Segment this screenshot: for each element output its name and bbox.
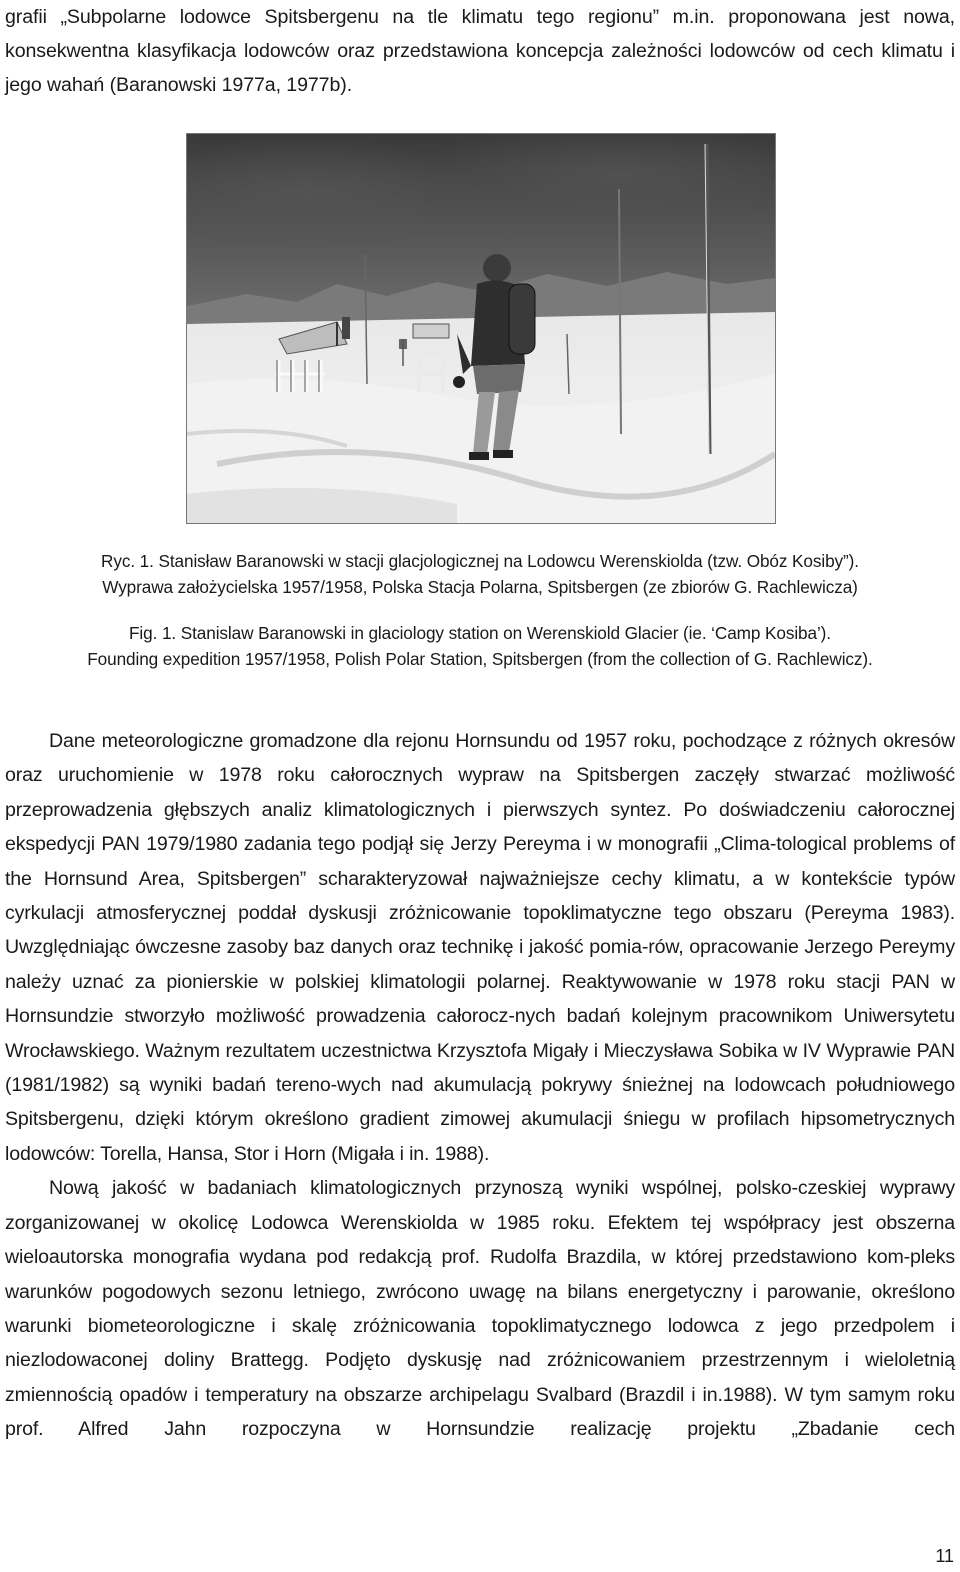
figure-caption-pl	[10, 548, 950, 600]
intro-paragraph: grafii „Subpolarne lodowce Spitsbergenu na tle klimatu tego regionu” m.in. proponowana jest nowa, konsekwentna klasyfikacja lodowców oraz przedstawiona koncepcja zależności lodowców od cech klimatu i jego wahań (Baranowski 1977a, 1977b).	[5, 6, 955, 96]
photo-illustration	[187, 134, 775, 523]
paragraph-1: Dane meteorologiczne gromadzone dla rejonu Hornsundu od 1957 roku, pochodzące z różnych okresów oraz uruchomienie w 1978 roku całorocznych wypraw na Spitsbergen zaczęły stwarzać możliwość przeprowadzenia głębszych analiz klimatologicznych i pierwszych syntez. Po doświadczeniu całorocznej ekspedycji PAN 1979/1980 zadania tego podjął się Jerzy Pereyma i w monografii „Clima-tological problems of the Hornsund Area, Spitsbergen” scharakteryzował najważniejsze cechy klimatu, a w kontekście typów cyrkulacji atmosferycznej poddał dyskusji zróżnicowanie topoklimatyczne tego obszaru (Pereyma 1983). Uwzględniając ówczesne zasoby baz danych oraz technikę i jakość pomia-rów, opracowanie Jerzego Pereymy należy uznać za pionierskie w polskiej klimatologii polarnej. Reaktywowanie w 1978 roku stacji PAN w Hornsundzie stworzyło możliwość prowadzenia całorocz-nych badań kolejnym pracownikom Uniwersytetu Wrocławskiego. Ważnym rezultatem uczestnictwa Krzysztofa Migały i Mieczysława Sobika w IV Wyprawie PAN (1981/1982) są wyniki badań tereno-wych nad akumulacją pokrywy śnieżnej na lodowcach południowego Spitsbergenu, dzięki którym określono gradient zimowej akumulacji śniegu w profilach hipsometrycznych lodowców: Torella, Hansa, Stor i Horn (Migała i in. 1988).	[5, 730, 955, 1165]
figure-caption-en	[10, 620, 950, 672]
figure-caption-pl-line2: Wyprawa założycielska 1957/1958, Polska Stacja Polarna, Spitsbergen (ze zbiorów G. Rachlewicza)	[102, 577, 858, 597]
body-text	[5, 724, 955, 1447]
figure-caption-pl-line1: Ryc. 1. Stanisław Baranowski w stacji glacjologicznej na Lodowcu Werenskiolda (tzw. Obóz Kosiby”).	[101, 551, 859, 571]
figure-caption-en-line2: Founding expedition 1957/1958, Polish Polar Station, Spitsbergen (from the collection of G. Rachlewicz).	[87, 649, 873, 669]
paragraph-2: Nową jakość w badaniach klimatologicznych przynoszą wyniki wspólnej, polsko-czeskiej wyprawy zorganizowanej w okolicę Lodowca Werenskiolda w 1985 roku. Efektem tej współpracy jest obszerna wieloautorska monografia wydana pod redakcją prof. Rudolfa Brazdila, w której przedstawiono kom-pleks warunków pogodowych sezonu letniego, zwrócono uwagę na bilans energetyczny i parowanie, określono warunki biometeorologiczne i skalę zróżnicowania topoklimatycznego lodowca z jego przedpolem i niezlodowaconej doliny Brattegg. Podjęto dyskusję nad zróżnicowaniem przestrzennym i wieloletnią zmiennością opadów i temperatury na obszarze archipelagu Svalbard (Brazdil i in.1988). W tym samym roku prof. Alfred Jahn rozpoczyna w Hornsundzie realizację projektu „Zbadanie cech	[5, 1177, 955, 1441]
figure-photo	[186, 133, 776, 524]
figure-caption-en-line1: Fig. 1. Stanislaw Baranowski in glaciology station on Werenskiold Glacier (ie. ‘Camp Kosiba’).	[129, 623, 831, 643]
page-number: 11	[935, 1546, 954, 1566]
